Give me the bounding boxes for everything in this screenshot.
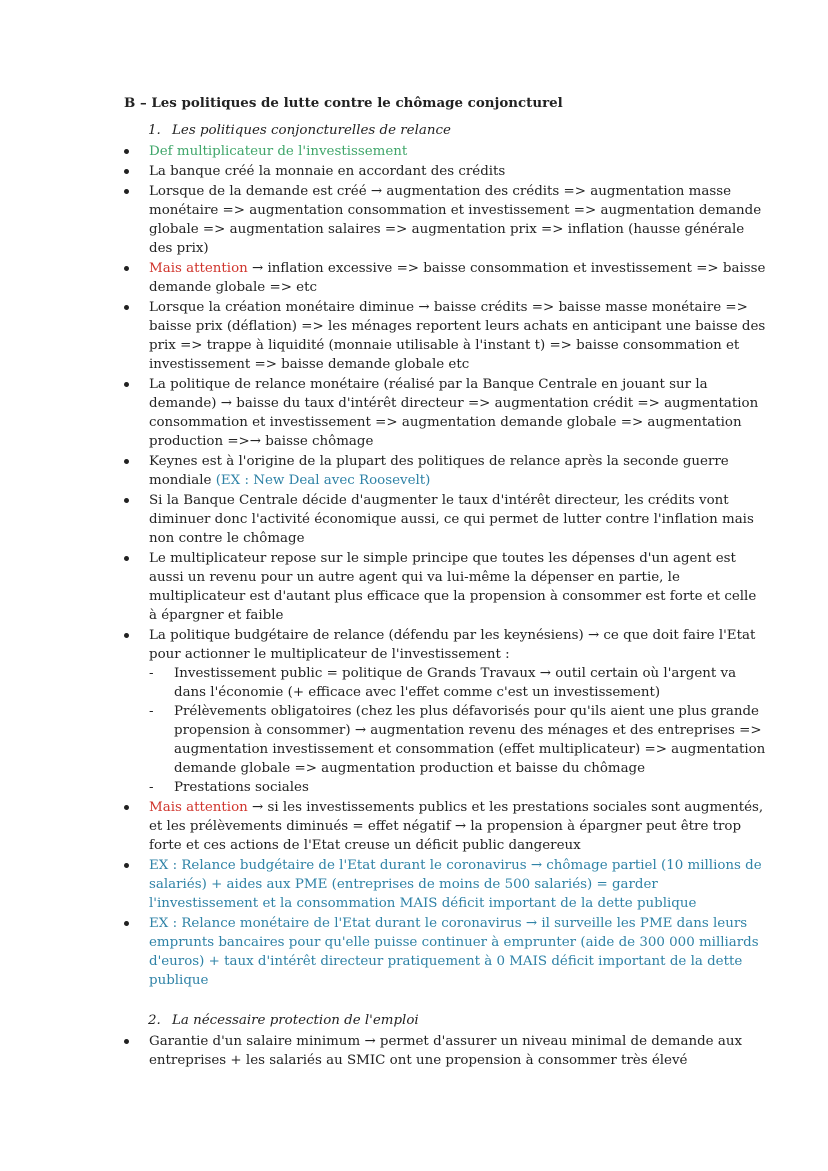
bullet-text: Si la Banque Centrale décide d'augmenter le taux d'intérêt directeur, les crédits vont diminuer donc l'activité économique aussi, ce qui permet de lutter contre l'inflation mais non contre le chômage [149,493,754,546]
bullet-text: Garantie d'un salaire minimum → permet d'assurer un niveau minimal de demande aux entreprises + les salariés au SMIC ont une propension à consommer très élevé [149,1034,742,1068]
dash-item: - Prestations sociales [149,778,768,797]
bullet-text: Le multiplicateur repose sur le simple principe que toutes les dépenses d'un agent est aussi un revenu pour un autre agent qui va lui-même la dépenser en partie, le multiplicateur est d'autant plus efficace que la propension à consommer est forte et celle à épargner et faible [149,551,757,623]
bullet-item [124,182,768,258]
bullet-item [124,259,768,297]
bullet-text: → si les investissements publics et les prestations sociales sont augmentés, et les prélèvements diminués = effet négatif → la propension à épargner peut être trop forte et ces actions de l'Etat creuse un déficit public dangereux [149,800,764,853]
bullet-text: → inflation excessive => baisse consommation et investissement => baisse demande globale => etc [149,261,766,295]
bullet-list-emploi [124,1032,768,1070]
subsection-heading-2 [148,1011,768,1030]
bullet-text: Lorsque de la demande est créé → augmentation des crédits => augmentation masse monétaire => augmentation consommation et investissement => augmentation demande globale => augmentation salaires => augmentation prix => inflation (hausse générale des prix) [149,184,762,256]
bullet-item [124,626,768,797]
bullet-item [124,549,768,625]
bullet-item [124,914,768,990]
bullet-item [124,856,768,913]
bullet-text: La politique budgétaire de relance (défendu par les keynésiens) → ce que doit faire l'Etat pour actionner le multiplicateur de l'investissement : [149,628,756,662]
bullet-item [124,298,768,374]
warning-lead: Mais attention [149,261,248,276]
subsection-number: 2. [148,1013,161,1028]
bullet-item [124,142,768,161]
subsection-title: Les politiques conjoncturelles de relance [172,123,451,138]
section-title: B – Les politiques de lutte contre le chômage conjoncturel [124,95,563,111]
subsection-title: La nécessaire protection de l'emploi [172,1013,419,1028]
bullet-item [124,452,768,490]
bullet-text: EX : Relance monétaire de l'Etat durant le coronavirus → il surveille les PME dans leurs emprunts bancaires pour qu'elle puisse continuer à emprunter (aide de 300 000 milliards d'euros) + taux d'intérêt directeur pratiquement à 0 MAIS déficit important de la dette publique [149,916,759,988]
bullet-item [124,375,768,451]
spacer [124,991,768,1011]
warning-lead: Mais attention [149,800,248,815]
bullet-list-relance [124,142,768,990]
bullet-item [124,162,768,181]
bullet-item [124,798,768,855]
example-note: (EX : New Deal avec Roosevelt) [215,473,431,488]
bullet-text: Def multiplicateur de l'investissement [149,144,408,159]
bullet-text: EX : Relance budgétaire de l'Etat durant le coronavirus → chômage partiel (10 millions de salariés) + aides aux PME (entreprises de moins de 500 salariés) = garder l'investissement et la consommation MAIS déficit important de la dette publique [149,858,762,911]
bullet-text: La politique de relance monétaire (réalisé par la Banque Centrale en jouant sur la demande) → baisse du taux d'intérêt directeur => augmentation crédit => augmentation consommation et investissement => augmentation demande globale => augmentation production =>→ baisse chômage [149,377,759,449]
dash-sublist [149,664,768,797]
bullet-text: La banque créé la monnaie en accordant des crédits [149,164,506,179]
bullet-item [124,491,768,548]
dash-item: - Investissement public = politique de Grands Travaux → outil certain où l'argent va dans l'économie (+ efficace avec l'effet comme c'est un investissement) [149,664,768,702]
bullet-item [124,1032,768,1070]
subsection-heading-1 [148,121,768,140]
subsection-number: 1. [148,123,161,138]
bullet-text: Keynes est à l'origine de la plupart des politiques de relance après la seconde guerre mondiale [149,454,729,488]
dash-item: - Prélèvements obligatoires (chez les plus défavorisés pour qu'ils aient une plus grande propension à consommer) → augmentation revenu des ménages et des entreprises => augmentation investissement et consommation (effet multiplicateur) => augmentation demande globale => augmentation production et baisse du chômage [149,702,768,778]
bullet-text: Lorsque la création monétaire diminue → baisse crédits => baisse masse monétaire => baisse prix (déflation) => les ménages reportent leurs achats en anticipant une baisse des prix => trappe à liquidité (monnaie utilisable à l'instant t) => baisse consommation et investissement => baisse demande globale etc [149,300,766,372]
